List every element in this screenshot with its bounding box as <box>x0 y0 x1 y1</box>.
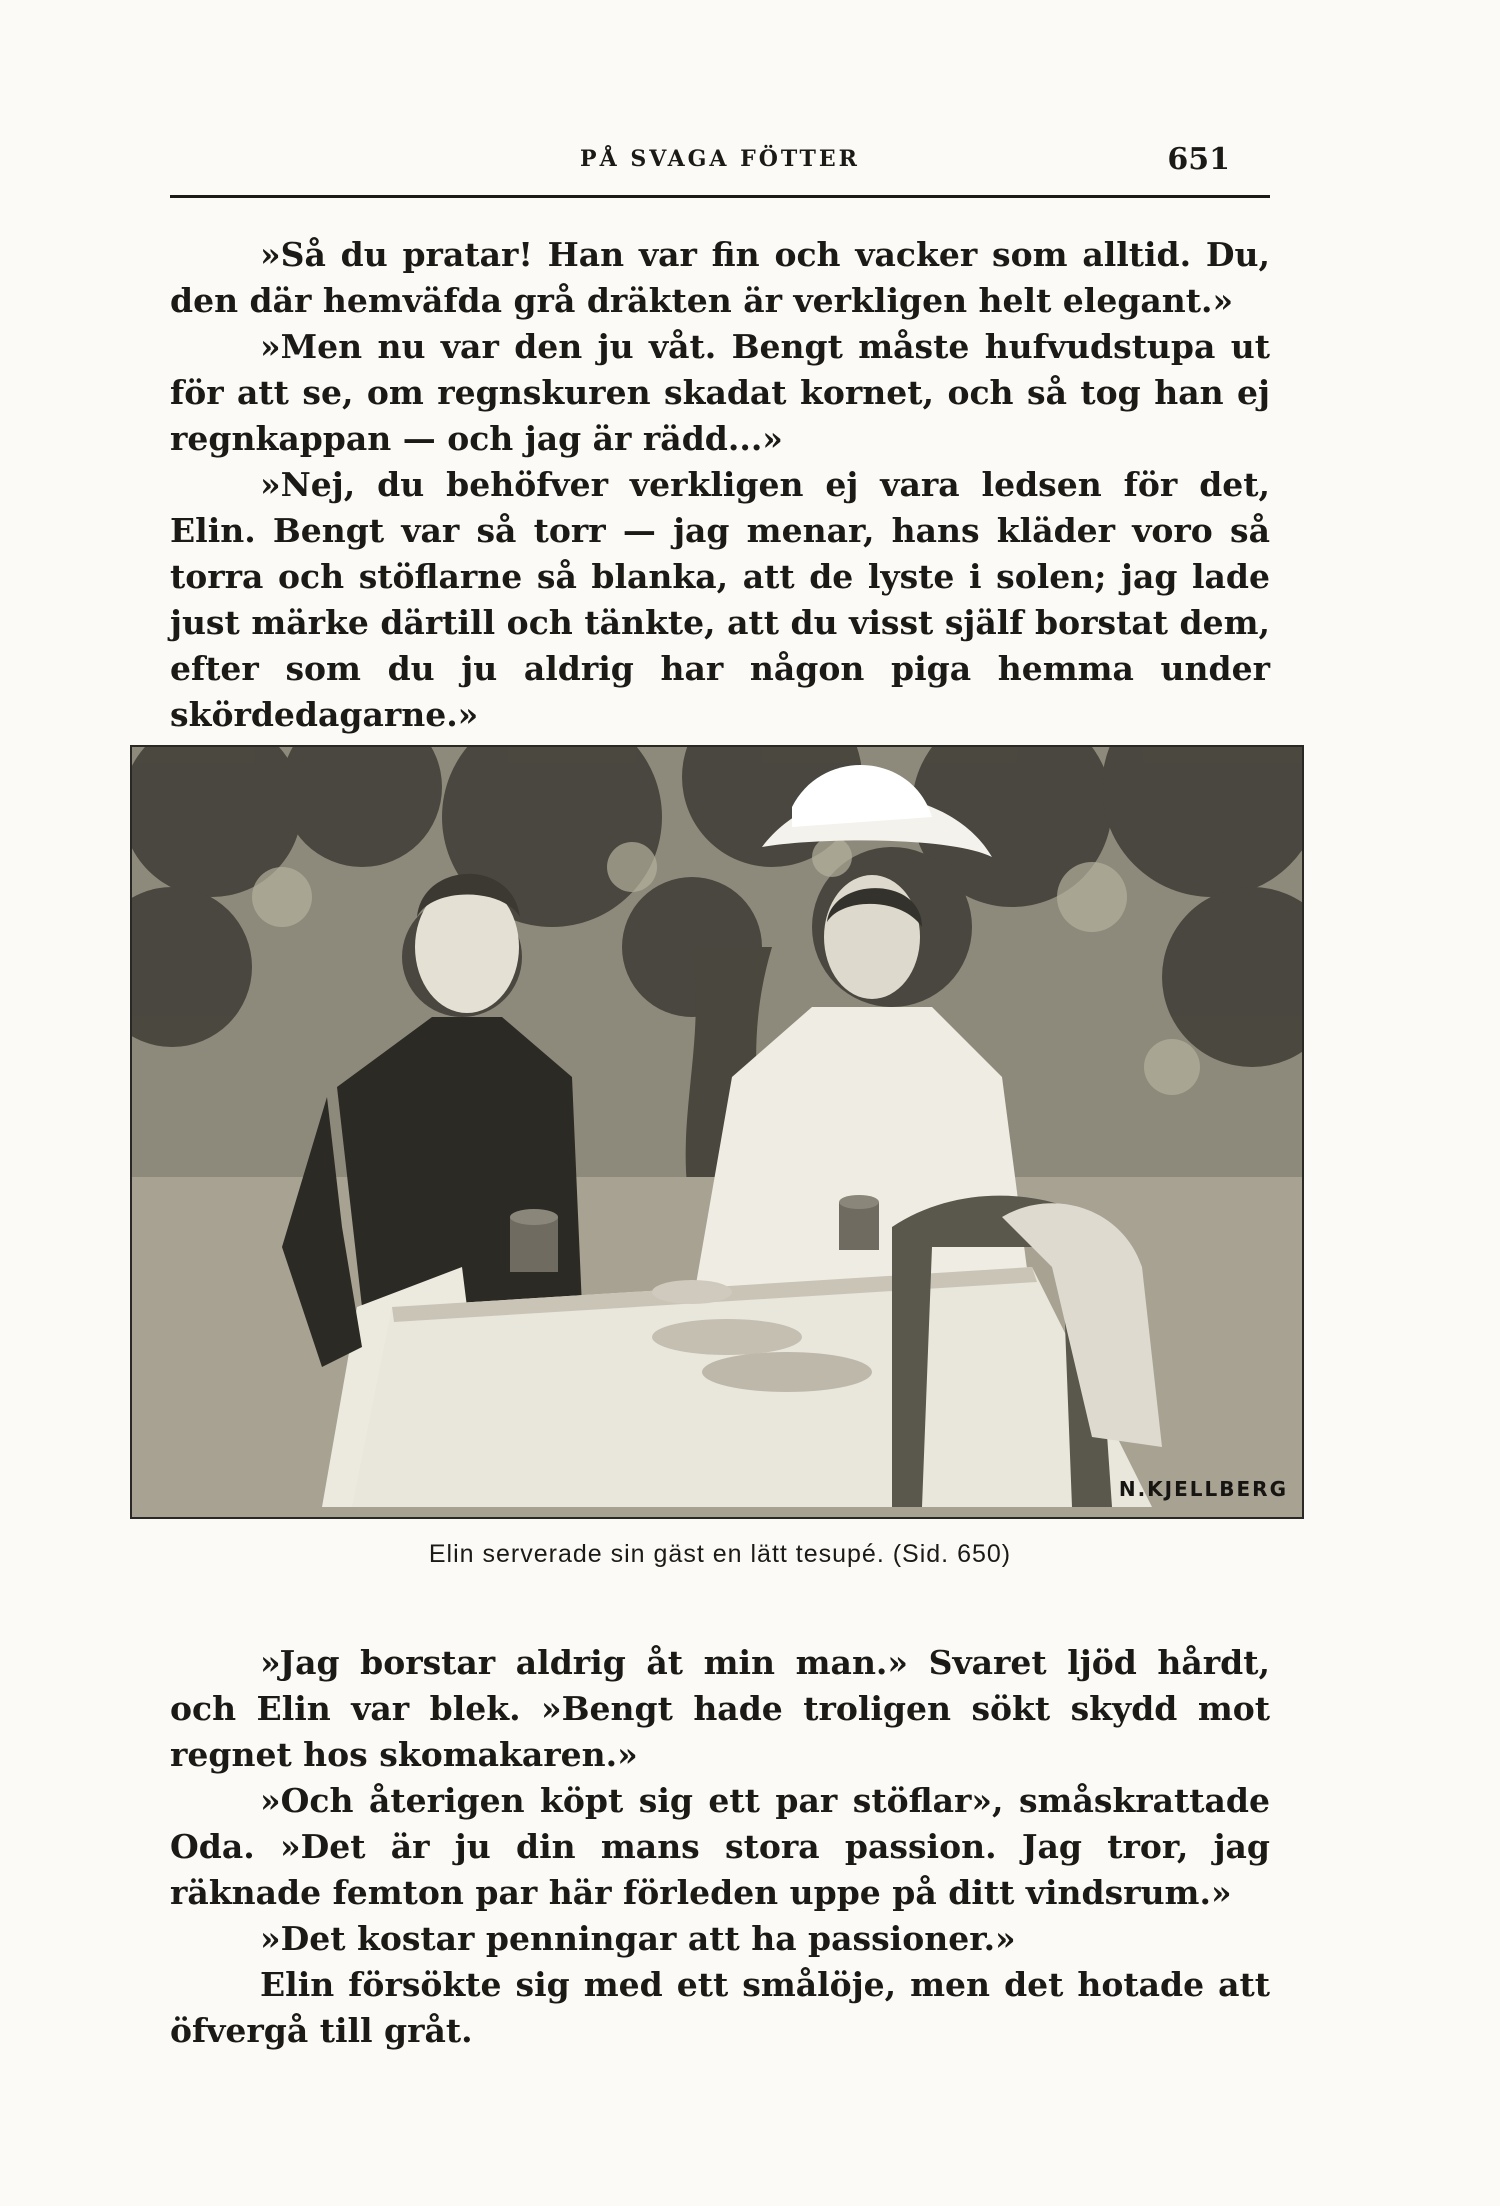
page-header <box>170 142 1270 186</box>
paragraph: »Nej, du behöfver verkligen ej vara ledsen för det, Elin. Bengt var så torr — jag menar, hans kläder voro så torra och stöflarne så blanka, att de lyste i solen; jag lade just märke därtill och tänkte, att du visst själf borstat dem, efter som du ju aldrig har någon piga hemma under skördedagarne.» <box>170 465 1270 734</box>
running-title: PÅ SVAGA FÖTTER <box>580 146 860 172</box>
illustration <box>130 745 1304 1519</box>
paragraph: »Men nu var den ju våt. Bengt måste hufvudstupa ut för att se, om regnskuren skadat kornet, och så tog han ej regnkappan — och jag är rädd...» <box>170 327 1270 458</box>
paragraph: »Jag borstar aldrig åt min man.» Svaret ljöd hårdt, och Elin var blek. »Bengt hade troligen sökt skydd mot regnet hos skomakaren.» <box>170 1643 1270 1774</box>
illustration-drawing <box>132 747 1302 1517</box>
header-rule <box>170 195 1270 198</box>
body-text-top <box>170 232 1270 738</box>
artist-signature: N.KJELLBERG <box>1118 1477 1288 1501</box>
illustration-caption: Elin serverade sin gäst en lätt tesupé. (Sid. 650) <box>428 1540 1012 1568</box>
paragraph: »Det kostar penningar att ha passioner.» <box>260 1919 1016 1958</box>
paragraph: »Så du pratar! Han var fin och vacker som alltid. Du, den där hemväfda grå dräkten är verkligen helt elegant.» <box>170 235 1270 320</box>
page-number: 651 <box>1167 142 1230 177</box>
body-text-bottom <box>170 1640 1270 2054</box>
paragraph: »Och återigen köpt sig ett par stöflar», småskrattade Oda. »Det är ju din mans stora passion. Jag tror, jag räknade femton par här förleden uppe på ditt vindsrum.» <box>170 1781 1270 1912</box>
paragraph: Elin försökte sig med ett smålöje, men det hotade att öfvergå till gråt. <box>170 1965 1270 2050</box>
